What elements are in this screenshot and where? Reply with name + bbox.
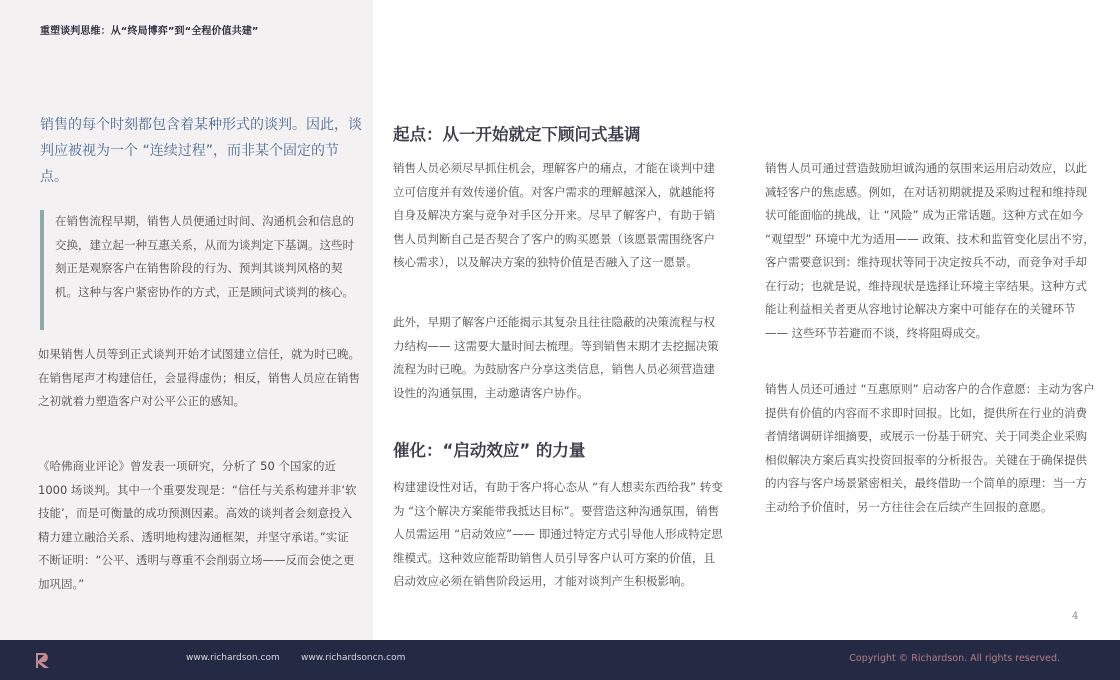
footer-bar [0, 640, 1120, 680]
middle-paragraph-1: 销售人员必须尽早抓住机会，理解客户的痛点，才能在谈判中建立可信度并有效传递价值。对客户需求的理解越深入，就越能将自身及解决方案与竞争对手区分开来。尽早了解客户，有助于销售人员判断自己是否契合了客户的购买愿景（该愿景需围绕客户核心需求），以及解决方案的独特价值是否融入了这一愿景。 [393, 161, 715, 269]
right-paragraph-1: 销售人员可通过营造鼓励坦诚沟通的氛围来运用启动效应，以此减轻客户的焦虑感。例如，在对话初期就提及采购过程和维持现状可能面临的挑战，让 “风险” 成为正常话题。这种方式在如今 “观望型” 环境中尤为适用—— 政策、技术和监管变化层出不穷，客户需要意识到：维持现状等同于决定按兵不动，而竞争对手却在行动；也就是说，维持现状是选择让环境主宰结果。这种方式能让利益相关者更从容地讨论解决方案中可能存在的关键环节 —— 这些环节若避而不谈，终将阻碍成交。 [765, 161, 1095, 340]
callout-text: 在销售流程早期，销售人员便通过时间、沟通机会和信息的交换，建立起一种互惠关系，从而为谈判定下基调。这些时刻正是观察客户在销售阶段的行为、预判其谈判风格的契机。这种与客户紧密协作的方式，正是顾问式谈判的核心。 [55, 214, 354, 299]
left-paragraph-hbr-study: 《哈佛商业评论》曾发表一项研究，分析了 50 个国家的近 1000 场谈判。其中一个重要发现是：“信任与关系构建并非‘软技能’，而是可衡量的成功预测因素。高效的谈判者会刻意投入精力建立融洽关系、透明地构建沟通框架，并坚守承诺。”实证不断证明：“公平、透明与尊重不会削弱立场——反而会使之更加巩固。” [38, 459, 357, 591]
section-heading-starting-point: 起点：从一开始就定下顾问式基调 [393, 125, 641, 144]
footer-link-richardson-com[interactable]: www.richardson.com [186, 653, 280, 663]
middle-paragraph-3: 构建建设性对话，有助于客户将心态从 “有人想卖东西给我” 转变为 “这个解决方案能带我抵达目标”。要营造这种沟通氛围，销售人员需运用 “启动效应”—— 即通过特定方式引导他人形成特定思维模式。这种效应能帮助销售人员引导客户认可方案的价值，且启动效应必须在销售阶段运用，才能对谈判产生积极影响。 [393, 480, 723, 588]
copyright-notice: Copyright © Richardson. All rights reserved. [849, 653, 1060, 664]
callout-quote-box [40, 210, 362, 330]
document-header-title: 重塑谈判思维：从“终局博弈”到“全程价值共建” [40, 26, 259, 37]
pull-quote: 销售的每个时刻都包含着某种形式的谈判。因此，谈判应被视为一个 “连续过程”，而非某个固定的节点。 [40, 117, 362, 185]
page-number: 4 [1072, 611, 1079, 622]
section-heading-priming-effect: 催化：“启动效应” 的力量 [393, 441, 586, 460]
right-paragraph-2: 销售人员还可通过 “互惠原则” 启动客户的合作意愿：主动为客户提供有价值的内容而不求即时回报。比如，提供所在行业的消费者情绪调研详细摘要，或展示一份基于研究、关于同类企业采购相似解决方案后真实投资回报率的分析报告。关键在于确保提供的内容与客户场景紧密相关，最终借助一个简单的原理：当一方主动给予价值时，另一方往往会在后续产生回报的意愿。 [765, 382, 1095, 514]
richardson-logo-icon [34, 651, 54, 669]
left-paragraph-trust: 如果销售人员等到正式谈判开始才试图建立信任，就为时已晚。在销售尾声才构建信任，会显得虚伪；相反，销售人员应在销售之初就着力塑造客户对公平公正的感知。 [38, 347, 360, 408]
middle-paragraph-2: 此外，早期了解客户还能揭示其复杂且往往隐蔽的决策流程与权力结构—— 这需要大量时间去梳理。等到销售末期才去挖掘决策流程为时已晚。为鼓励客户分享这类信息，销售人员必须营造建设性的沟通氛围，主动邀请客户协作。 [393, 315, 719, 400]
footer-link-richardsoncn-com[interactable]: www.richardsoncn.com [301, 653, 406, 663]
